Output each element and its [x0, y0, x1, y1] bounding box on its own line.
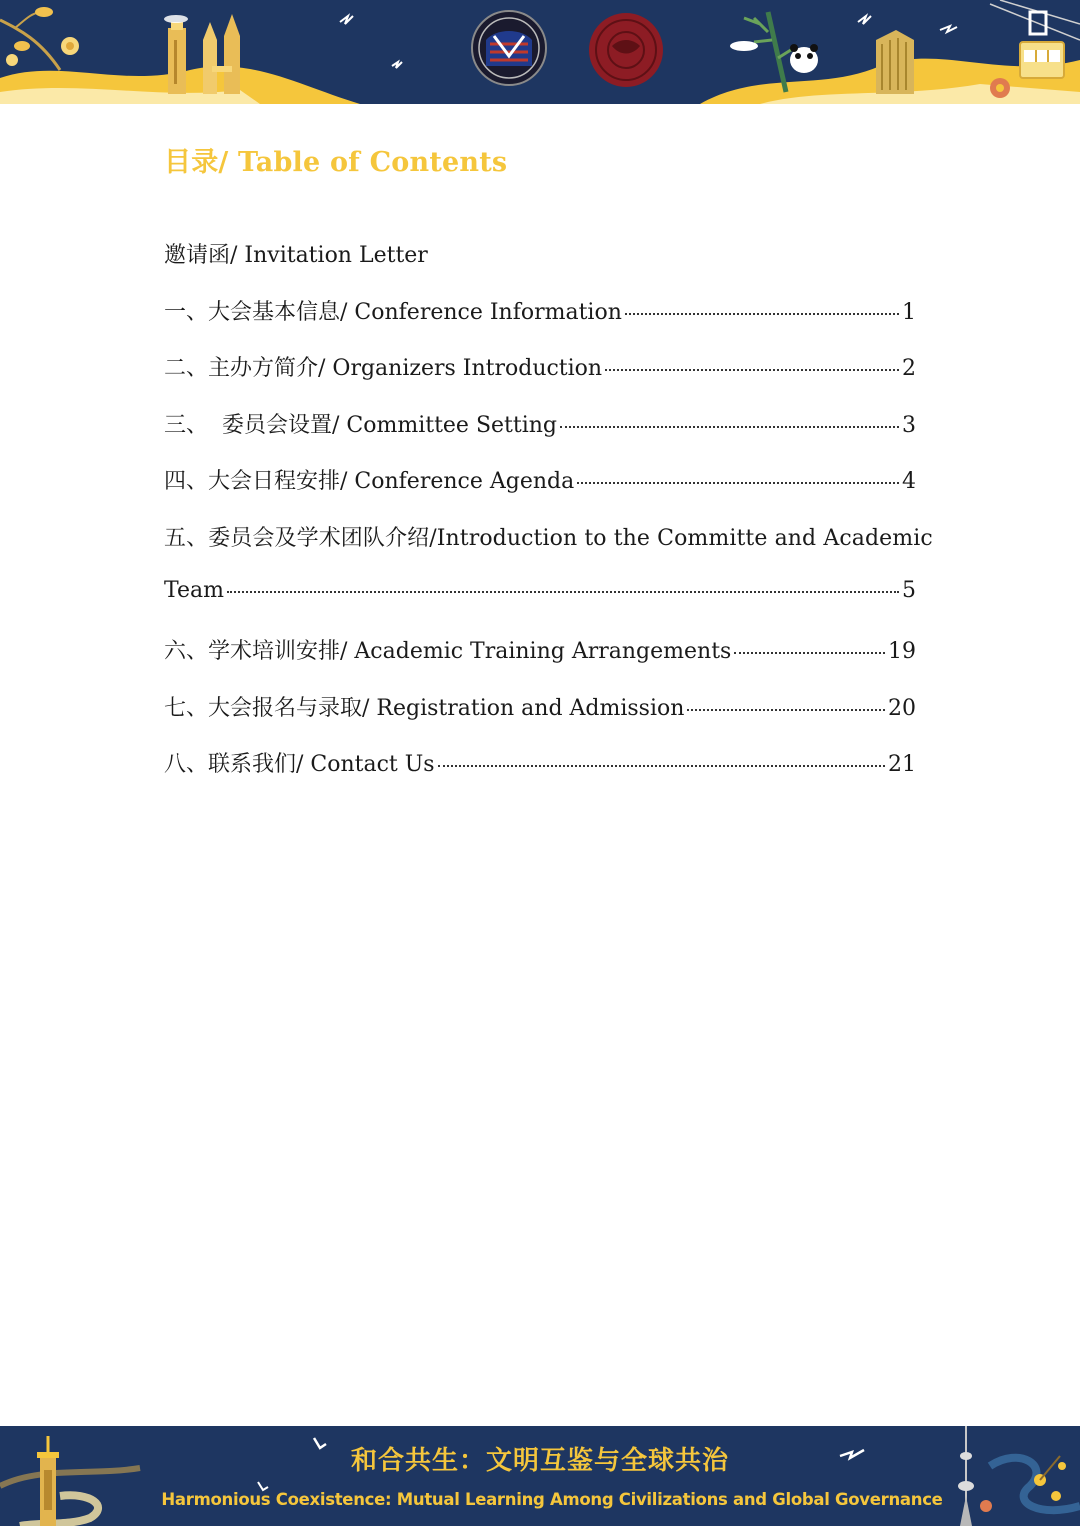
- dot-leader: [625, 313, 899, 315]
- toc-entry-label: 八、联系我们/ Contact Us: [164, 752, 435, 777]
- footer-slogan-english: Harmonious Coexistence: Mutual Learning Among Civilizations and Global Governance: [161, 1490, 943, 1509]
- bamboo-icon: [730, 12, 794, 92]
- toc-page-number: 4: [902, 469, 916, 494]
- skyscraper-icon: [876, 30, 914, 94]
- dot-leader: [438, 765, 885, 767]
- toc-entry-label: 一、大会基本信息/ Conference Information: [164, 300, 622, 325]
- toc-page-number: 5: [902, 578, 916, 603]
- toc-page-number: 2: [902, 356, 916, 381]
- toc-page-number: 21: [888, 752, 916, 777]
- toc-entry-contact-us[interactable]: [164, 747, 916, 778]
- toc-entry-committee-academic-team-cont[interactable]: [164, 578, 916, 603]
- toc-entry-organizers-introduction[interactable]: [164, 351, 916, 382]
- toc-entry-academic-training[interactable]: [164, 634, 916, 665]
- toc-entry-label: 二、主办方简介/ Organizers Introduction: [164, 356, 603, 381]
- toc-entry-label: 五、委员会及学术团队介绍/Introduction to the Committe and Academic: [164, 526, 933, 551]
- toc-entry-conference-information[interactable]: [164, 295, 916, 326]
- dot-leader: [577, 482, 899, 484]
- toc-entry-committee-setting[interactable]: [164, 408, 916, 439]
- header-banner: [0, 0, 1080, 104]
- flower-branch-icon: [0, 7, 79, 70]
- toc-entry-invitation[interactable]: [164, 238, 428, 269]
- panda-icon: [790, 44, 818, 73]
- toc-page-number: 20: [888, 696, 916, 721]
- conference-emblem-icon: [472, 11, 546, 85]
- toc-entry-label: 六、学术培训安排/ Academic Training Arrangements: [164, 639, 732, 664]
- toc-page-number: 3: [902, 413, 916, 438]
- toc-page-number: 19: [888, 639, 916, 664]
- toc-page-number: 1: [902, 300, 916, 325]
- dot-leader: [734, 652, 885, 654]
- toc-entry-label: 四、大会日程安排/ Conference Agenda: [164, 469, 575, 494]
- toc-title: 目录/ Table of Contents: [164, 147, 508, 178]
- dot-leader: [227, 591, 899, 593]
- header-illustration: [0, 0, 1080, 104]
- university-seal-icon: [589, 13, 663, 87]
- toc-entry-conference-agenda[interactable]: [164, 464, 916, 495]
- dot-leader: [560, 426, 899, 428]
- toc-entry-committee-academic-team[interactable]: [164, 521, 933, 552]
- footer-banner: [0, 1426, 1080, 1526]
- dot-leader: [605, 369, 899, 371]
- footer-slogan-chinese: 和合共生：文明互鉴与全球共治: [350, 1446, 729, 1476]
- toc-entry-label: 三、 委员会设置/ Committee Setting: [164, 413, 558, 438]
- toc-entry-label: 邀请函/ Invitation Letter: [164, 243, 428, 268]
- toc-entry-label-continued: Team: [164, 578, 224, 603]
- toc-entry-label: 七、大会报名与录取/ Registration and Admission: [164, 696, 685, 721]
- toc-entry-registration-admission[interactable]: [164, 691, 916, 722]
- dot-leader: [687, 709, 885, 711]
